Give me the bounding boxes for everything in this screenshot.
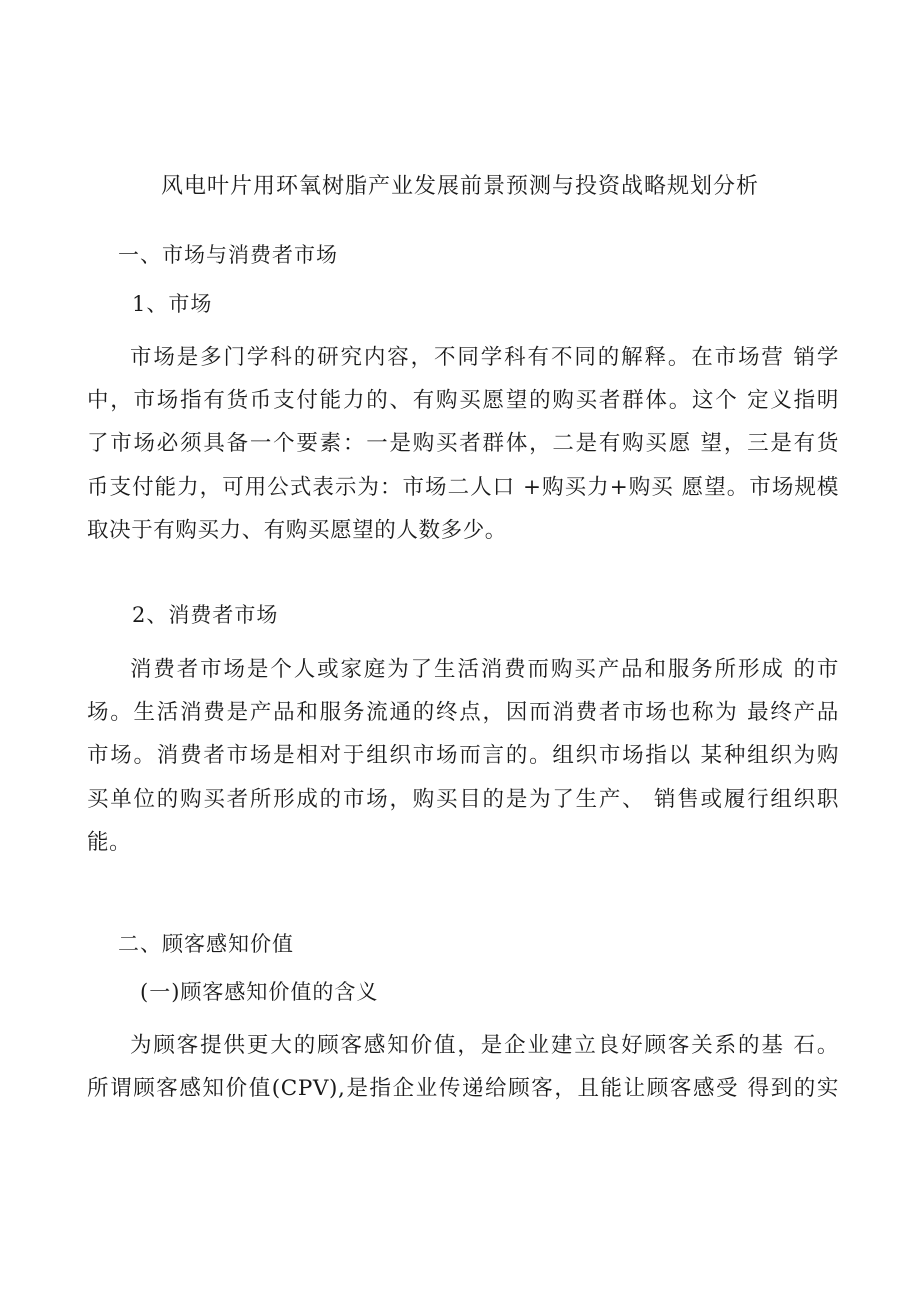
paragraph-line: 所谓顾客感知价值(CPV),是指企业传递给顾客，且能让顾客感受 得到的实 <box>87 1076 839 1102</box>
paragraph-line: 市场。消费者市场是相对于组织市场而言的。组织市场指以 某种组织为购 <box>87 743 839 769</box>
paragraph-line: 市场是多门学科的研究内容，不同学科有不同的解释。在市场营 销学 <box>130 345 839 370</box>
section-heading-market: 一、市场与消费者市场 <box>118 243 338 267</box>
paragraph-line: 币支付能力，可用公式表示为：市场二人口 +购买力+购买 愿望。市场规模 <box>87 474 839 500</box>
paragraph-consumer-market <box>87 648 839 864</box>
paragraph-market <box>87 336 839 552</box>
paragraph-customer-value <box>87 1024 839 1110</box>
paragraph-line: 场。生活消费是产品和服务流通的终点，因而消费者市场也称为 最终产品 <box>87 700 839 726</box>
paragraph-line: 为顾客提供更大的顾客感知价值，是企业建立良好顾客关系的基 石。 <box>130 1033 839 1058</box>
paragraph-line: 中，市场指有货币支付能力的、有购买愿望的购买者群体。这个 定义指明 <box>87 388 839 414</box>
document-title: 风电叶片用环氧树脂产业发展前景预测与投资战略规划分析 <box>160 174 759 199</box>
subheading-market: 1、市场 <box>132 292 213 316</box>
paragraph-line: 了市场必须具备一个要素：一是购买者群体，二是有购买愿 望，三是有货 <box>87 431 839 457</box>
subheading-consumer-market: 2、消费者市场 <box>132 603 279 627</box>
section-heading-customer-value: 二、顾客感知价值 <box>118 932 294 956</box>
subheading-customer-value-meaning: (一)顾客感知价值的含义 <box>140 980 379 1004</box>
paragraph-line: 能。 <box>87 829 132 855</box>
paragraph-line: 取决于有购买力、有购买愿望的人数多少。 <box>87 517 507 543</box>
paragraph-line: 买单位的购买者所形成的市场，购买目的是为了生产、 销售或履行组织职 <box>87 786 839 812</box>
paragraph-line: 消费者市场是个人或家庭为了生活消费而购买产品和服务所形成 的市 <box>130 657 839 682</box>
